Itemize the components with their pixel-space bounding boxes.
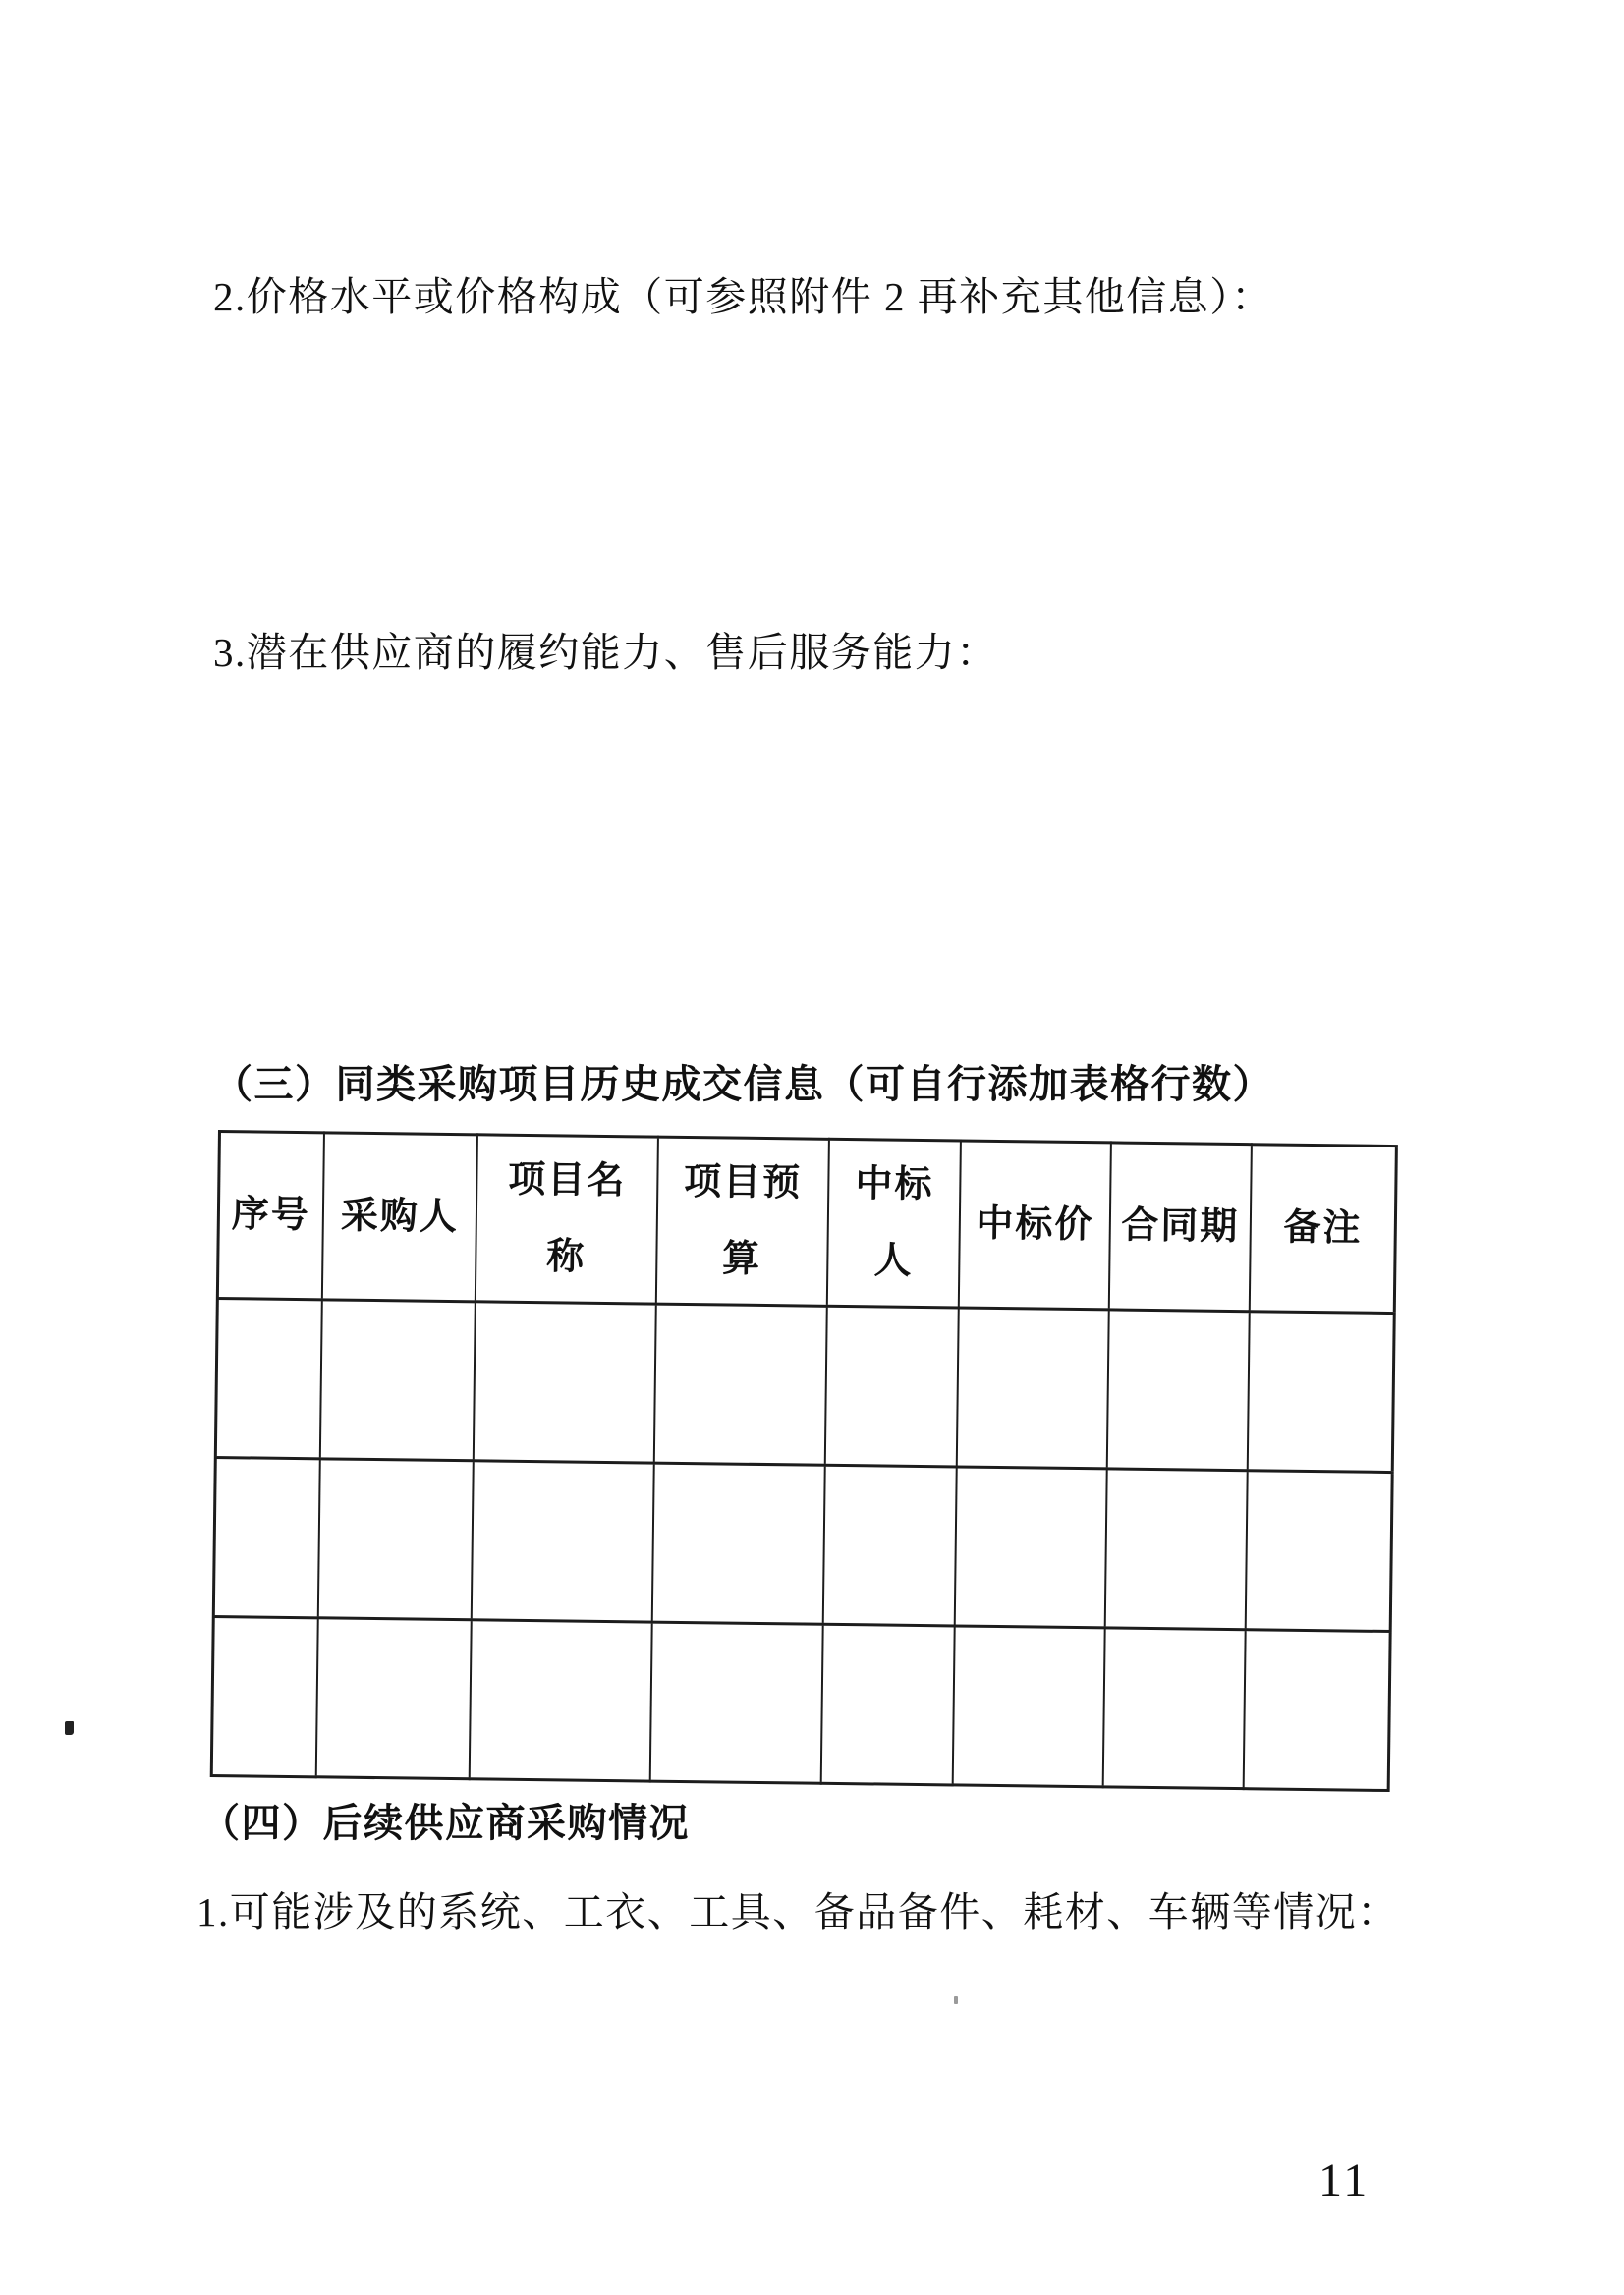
header-contract-period-label: 合同期 (1120, 1204, 1240, 1248)
table-cell (821, 1624, 955, 1785)
history-table (210, 1130, 1398, 1792)
table-cell (320, 1300, 476, 1461)
table-cell (1246, 1471, 1392, 1632)
table-cell (472, 1461, 653, 1622)
header-project-budget (655, 1137, 829, 1306)
table-cell (1106, 1310, 1249, 1471)
table-row (215, 1299, 1394, 1473)
header-project-name (476, 1135, 658, 1304)
section-heading-four: （四）后续供应商采购情况 (200, 1801, 690, 1845)
item-supplier-capability: 3.潜在供应商的履约能力、售后服务能力： (213, 630, 998, 675)
table-cell (1104, 1469, 1247, 1630)
header-winning-price-label: 中标价 (976, 1203, 1094, 1246)
table-cell (953, 1626, 1104, 1787)
header-serial-number (217, 1132, 323, 1300)
table-header-row (217, 1132, 1396, 1314)
header-project-budget-label: 项目预算 (683, 1160, 803, 1280)
item-price-level: 2.价格水平或价格构成（可参照附件 2 再补充其他信息）： (213, 274, 1273, 319)
header-project-name-label: 项目名称 (507, 1158, 627, 1278)
table-row (211, 1616, 1390, 1790)
table-cell (649, 1622, 822, 1783)
header-winning-bidder (827, 1139, 961, 1308)
table-cell (653, 1304, 826, 1465)
header-winning-bidder-label: 中标人 (855, 1162, 934, 1282)
table-cell (1248, 1312, 1394, 1473)
table-cell (318, 1459, 474, 1620)
table-cell (470, 1620, 651, 1781)
header-remarks-label: 备注 (1283, 1206, 1363, 1250)
table-cell (315, 1618, 471, 1779)
header-winning-price (959, 1141, 1110, 1310)
table-cell (651, 1463, 824, 1624)
page-number: 11 (1318, 2155, 1371, 2207)
ink-speck (65, 1721, 74, 1735)
header-purchaser (322, 1133, 478, 1302)
header-purchaser-label: 采购人 (340, 1195, 460, 1238)
header-serial-number-label: 序号 (231, 1193, 311, 1236)
table-row (213, 1457, 1392, 1631)
table-cell (215, 1299, 321, 1459)
table-cell (1244, 1630, 1390, 1791)
table-cell (211, 1616, 317, 1776)
table-cell (955, 1467, 1106, 1628)
table-cell (823, 1465, 957, 1626)
ink-speck-faint (954, 1996, 958, 2004)
table-cell (213, 1457, 319, 1617)
table-cell (1102, 1628, 1245, 1789)
item-follow-up-procurement: 1.可能涉及的系统、工衣、工具、备品备件、耗材、车辆等情况： (196, 1889, 1399, 1934)
table-cell (474, 1302, 655, 1463)
header-remarks (1250, 1145, 1397, 1314)
section-heading-three: （三）同类采购项目历史成交信息（可自行添加表格行数） (213, 1062, 1273, 1106)
table-cell (957, 1308, 1108, 1469)
table-cell (825, 1306, 959, 1467)
header-contract-period (1109, 1143, 1252, 1312)
